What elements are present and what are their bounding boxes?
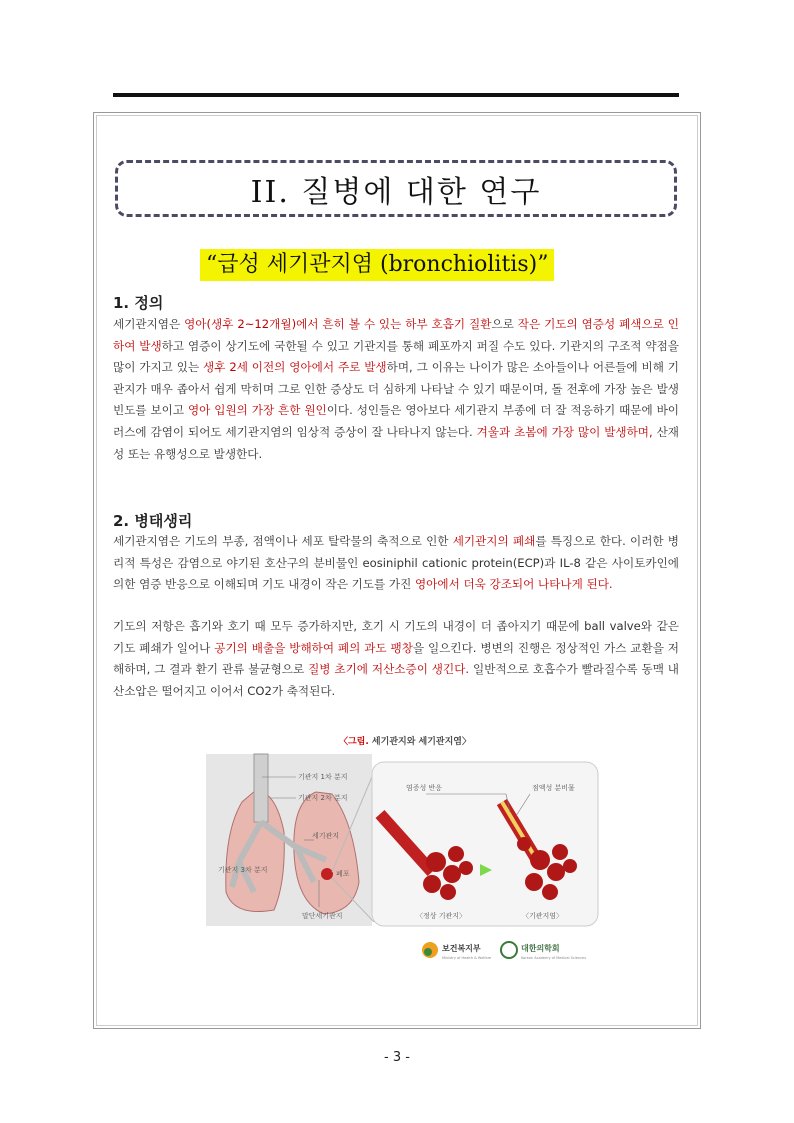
- body-text: 으로: [491, 317, 518, 331]
- body-text: 이다. 성인들은 영아보다 세기관지 부종에 더 잘 적응하기 때문에 바이러스에 감염이 되어도 세기관지염의 임상적 증상이 잘 나타나지 않는다.: [113, 403, 679, 439]
- top-rule: [113, 93, 679, 97]
- bronchiolitis-figure: [204, 732, 606, 966]
- lung-label-4: 기관지 3차 분지: [218, 866, 268, 874]
- page-number: - 3 -: [384, 1050, 410, 1065]
- highlighted-text: 질병 초기에 저산소증이 생긴다.: [308, 662, 470, 677]
- body-text: 세기관지염은: [113, 317, 185, 331]
- panel-caption-inflamed: 〈기관지염〉: [522, 912, 564, 920]
- body-text: 하고 염증이 상기도에 국한될 수 있고 기관지를 통해 폐포까지 퍼질 수도 있다. 기관지의 구조적 약점을 많이 가지고 있는: [113, 338, 679, 375]
- body-text: 을 일으킨다. 병변의 진행은 정상적인 가스 교환을 저해하며, 그 결과 환기 관류 불균형으로: [113, 640, 679, 677]
- highlighted-text: 작은 기도의 염증성 폐색으로 인하여 발생: [113, 317, 679, 353]
- highlighted-text: 영아에서 더욱 강조되어 나타나게 된다.: [414, 577, 613, 592]
- section-2-paragraph-2: [113, 616, 679, 702]
- highlighted-text: 영아(생후 2~12개월)에서 흔히 볼 수 있는 하부 호흡기 질환: [184, 317, 492, 331]
- svg-text:〈그림. 세기관지와 세기관지염〉: [339, 735, 471, 747]
- logo-kams-sub: Korean Academy of Medical Sciences: [521, 956, 587, 960]
- panel-caption-normal: 〈정상 기관지〉: [416, 912, 467, 920]
- highlighted-text: 공기의 배출을 방해하여 폐의 과도 팽창: [214, 640, 413, 655]
- body-text: 세기관지염은 기도의 부종, 점액이나 세포 탈락물의 축적으로 인한: [113, 534, 453, 548]
- logo-mohw: 보건복지부: [442, 944, 481, 953]
- highlighted-text: 겨울과 초봄에 가장 많이 발생하며,: [476, 424, 653, 439]
- trachea: [254, 754, 268, 822]
- body-text: 기도의 저항은 흡기와 호기 때 모두 증가하지만, 호기 시 기도의 내경이 더 좁아지기 때문에 ball valve와 같은 기도 폐쇄가 일어나: [113, 619, 679, 655]
- logo-mohw-sub: Ministry of Health & Welfare: [442, 956, 492, 960]
- detail-label-1: 염증성 반응: [406, 784, 443, 792]
- body-text: 를 특징으로 한다. 이러한 병리적 특성은 감염으로 야기된 호산구의 분비물인 eosiniphil cationic protein(ECP)과 IL-8 같은 사이토카인에 의한 염증 반응으로 이해되며 기도 내경이 작은 기도를 가진: [113, 534, 680, 592]
- logo-kams: 대한의학회: [521, 944, 560, 953]
- highlighted-text: 영아 입원의 가장 흔한 원인: [187, 403, 327, 418]
- highlighted-text: 세기관지의 폐쇄: [452, 534, 536, 548]
- body-text: 일반적으로 호흡수가 빨라질수록 동맥 내 산소압은 떨어지고 이어서 CO2가 축적된다.: [113, 662, 679, 698]
- chapter-title-box: [115, 160, 677, 217]
- figure-caption-mark: 〈그림.: [338, 737, 369, 747]
- section-2-title: 2. 병태생리: [113, 512, 193, 530]
- lung-label-5: 폐포: [336, 870, 350, 878]
- figure-illustration: [204, 732, 606, 966]
- highlighted-text: 생후 2세 이전의 영아에서 주로 발생: [203, 360, 387, 375]
- body-text: 하며, 그 이유는 나이가 많은 소아들이나 어른들에 비해 기관지가 매우 좁아서 쉽게 막히며 그로 인한 증상도 더 심하게 나타날 수 있기 때문이며, 돌 전후에 가장 높은 발생 빈도를 보이고: [113, 360, 679, 418]
- section-1-title: 1. 정의: [113, 294, 164, 312]
- figure-caption: 세기관지와 세기관지염〉: [368, 737, 472, 747]
- lung-label-6: 말단세기관지: [302, 912, 343, 920]
- lung-label-3: 세기관지: [312, 832, 340, 840]
- lung-label-1: 기관지 1차 분지: [298, 773, 348, 781]
- section-2-paragraph-1: [113, 531, 679, 596]
- body-text: 산재성 또는 유행성으로 발생한다.: [113, 424, 679, 461]
- chapter-title: II. 질병에 대한 연구: [250, 174, 542, 210]
- topic-subtitle: “급성 세기관지염 (bronchiolitis)”: [200, 249, 554, 281]
- alveolus-dot: [321, 868, 333, 880]
- section-1-paragraph: [113, 314, 679, 465]
- lung-label-2: 기관지 2차 분지: [298, 794, 348, 802]
- detail-label-2: 점액성 분비물: [532, 784, 575, 792]
- kams-logo-icon: [501, 942, 517, 958]
